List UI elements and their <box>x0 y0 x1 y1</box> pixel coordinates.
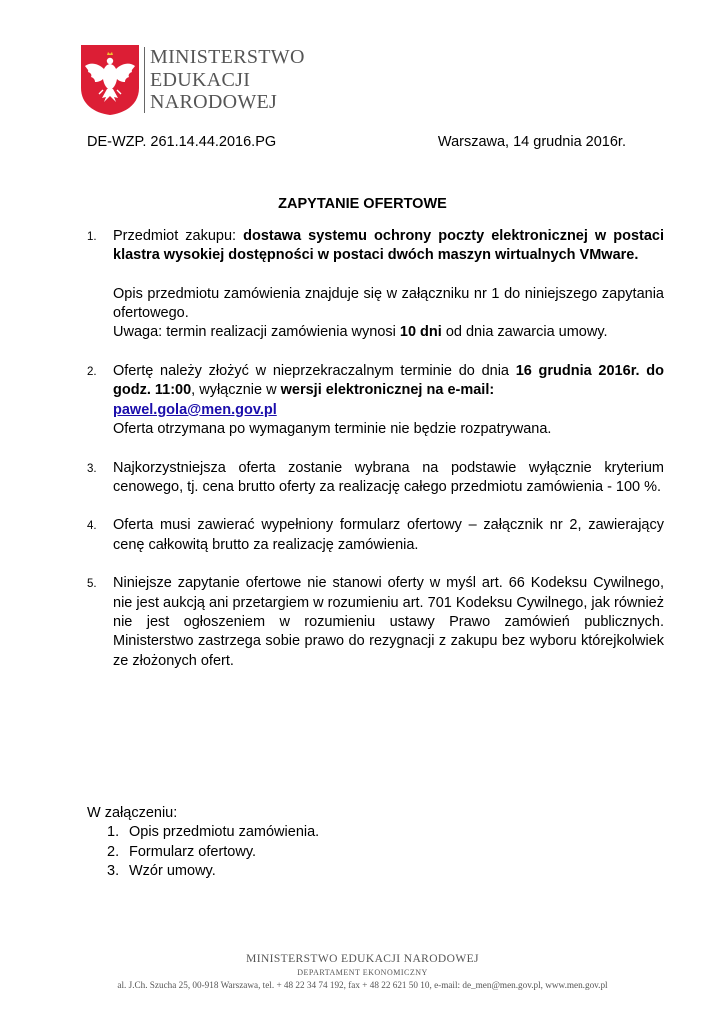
item-paragraph <box>113 227 664 266</box>
footer-department: DEPARTAMENT EKONOMICZNY <box>297 968 428 977</box>
list-item <box>87 516 664 555</box>
item-number: 3. <box>87 462 97 475</box>
list-item <box>87 459 664 498</box>
place-and-date: Warszawa, 14 grudnia 2016r. <box>437 134 626 150</box>
list-item <box>87 227 664 343</box>
reference-number: DE-WZP. 261.14.44.2016.PG <box>87 134 277 150</box>
attachment-number: 1. <box>107 824 120 841</box>
attachments-heading: W załączeniu: <box>87 805 178 821</box>
item-text: Oferta musi zawierać wypełniony formularz ofertowy – załącznik nr 2, zawierający cenę całkowitą brutto za realizację zamówienia. <box>113 517 664 553</box>
item-text: od dnia zawarcia umowy. <box>441 324 608 341</box>
attachment-number: 2. <box>107 843 120 860</box>
document-title: ZAPYTANIE OFERTOWE <box>278 196 447 212</box>
item-text: Opis przedmiotu zamówienia znajduje się w załączniku nr 1 do niniejszego zapytania ofertowego. <box>113 285 664 322</box>
footer-ministry-name: MINISTERSTWO EDUKACJI NARODOWEJ <box>246 953 479 965</box>
item-number: 1. <box>87 231 97 243</box>
email-link[interactable]: pawel.gola@men.gov.pl <box>113 401 277 418</box>
page-footer <box>0 953 725 990</box>
attachments-list <box>87 823 319 881</box>
polish-eagle-emblem-icon <box>80 44 140 116</box>
request-items <box>87 227 664 690</box>
item-number: 4. <box>87 520 97 533</box>
letterhead-divider <box>144 47 145 113</box>
item-text-bold: 10 dni <box>399 324 442 341</box>
item-text: Niniejsze zapytanie ofertowe nie stanowi oferty w myśl art. 66 Kodeksu Cywilnego, nie jest aukcją ani przetargiem w rozumieniu art. 701 Kodeksu Cywilnego, jak również nie jest ogłoszeniem w rozumieniu ustawy Prawo zamówień publicznych. Ministerstwo zastrzega sobie prawo do rezygnacji z zakupu bez wyboru którejkolwiek ze złożonych ofert. <box>113 575 664 669</box>
item-text: Ofertę należy złożyć w nieprzekraczalnym terminie do dnia <box>113 363 516 380</box>
attachment-item <box>87 823 319 842</box>
letterhead-line-2: EDUKACJI <box>150 68 251 91</box>
attachment-item <box>87 862 319 881</box>
item-text: Przedmiot zakupu: <box>113 228 244 244</box>
ministry-letterhead <box>80 44 312 116</box>
item-paragraph <box>113 362 664 439</box>
attachment-number: 3. <box>107 862 120 879</box>
item-text: Oferta otrzymana po wymaganym terminie nie będzie rozpatrywana. <box>113 420 552 437</box>
item-text: , wyłącznie w <box>191 382 281 399</box>
item-number: 5. <box>87 578 97 591</box>
item-text: Najkorzystniejsza oferta zostanie wybrana na podstawie wyłącznie kryterium cenowego, tj. cena brutto oferty za realizację całego przedmiotu zamówienia - 100 %. <box>113 459 664 495</box>
attachment-title: Formularz ofertowy. <box>129 843 257 860</box>
item-text-bold: 16 grudnia 2016r. do godz. 11:00 <box>113 363 664 399</box>
attachments-section <box>87 804 319 881</box>
letterhead-line-1: MINISTERSTWO <box>150 46 305 68</box>
item-text-bold: dostawa systemu ochrony poczty elektronicznej w postaci klastra wysokiej dostępności w postaci dwóch maszyn wirtualnych VMware. <box>113 228 664 264</box>
letterhead-text <box>150 46 305 114</box>
item-text: Uwaga: termin realizacji zamówienia wynosi <box>113 324 400 341</box>
letterhead-line-3: NARODOWEJ <box>150 91 278 113</box>
item-number: 2. <box>87 366 97 379</box>
item-paragraph <box>113 285 664 343</box>
attachment-title: Opis przedmiotu zamówienia. <box>129 824 320 841</box>
attachment-title: Wzór umowy. <box>129 862 216 879</box>
attachment-item <box>87 843 319 862</box>
item-text-bold: wersji elektronicznej na e-mail: <box>280 382 495 399</box>
list-item <box>87 362 664 439</box>
list-item <box>87 574 664 670</box>
footer-contact: al. J.Ch. Szucha 25, 00-918 Warszawa, tel. + 48 22 34 74 192, fax + 48 22 621 50 10, e-mail: de_men@men.gov.pl, www.men.gov.pl <box>117 980 608 990</box>
